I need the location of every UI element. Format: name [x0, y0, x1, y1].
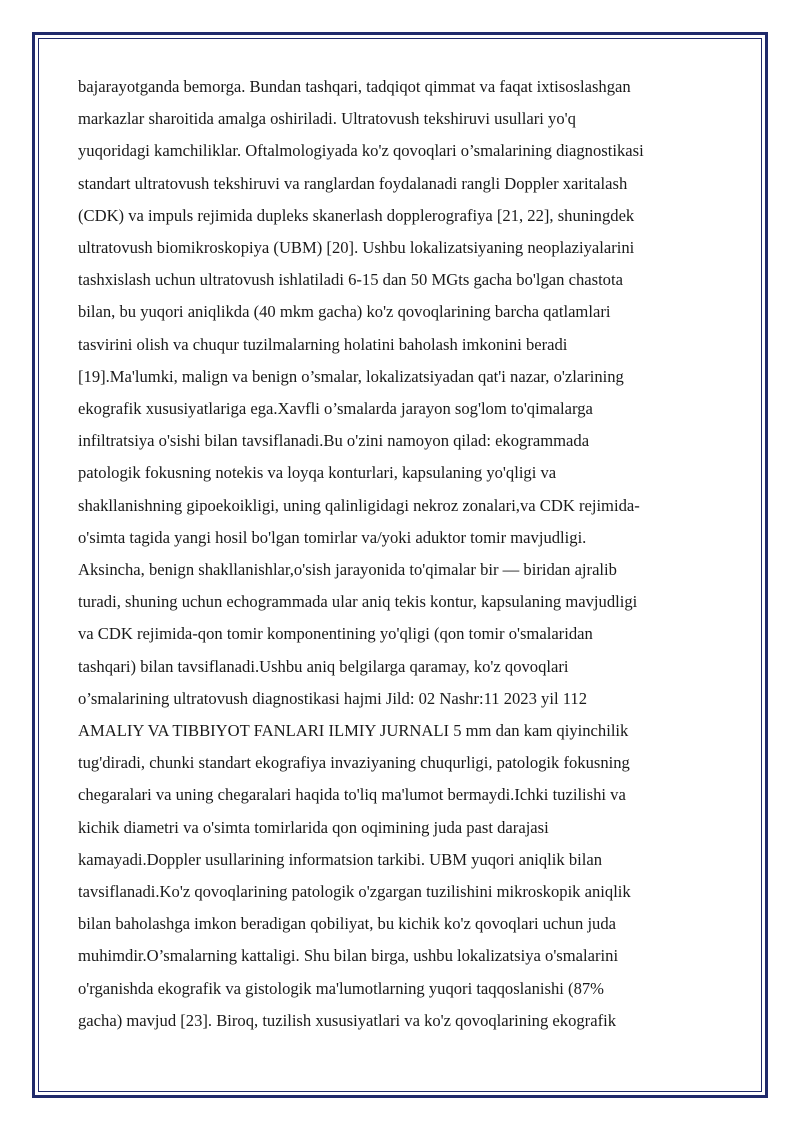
- text-line: va CDK rejimida-qon tomir komponentining yo'qligi (qon tomir o'smalaridan: [78, 624, 593, 644]
- text-line: yuqoridagi kamchiliklar. Oftalmologiyada ko'z qovoqlari o’smalarining diagnostikasi: [78, 141, 644, 161]
- text-line: markazlar sharoitida amalga oshiriladi. Ultratovush tekshiruvi usullari yo'q: [78, 109, 576, 129]
- text-line: kichik diametri va o'simta tomirlarida qon oqimining juda past darajasi: [78, 817, 549, 837]
- text-line: turadi, shuning uchun echogrammada ular aniq tekis kontur, kapsulaning mavjudligi: [78, 592, 638, 612]
- text-line: kamayadi.Doppler usullarining informatsion tarkibi. UBM yuqori aniqlik bilan: [78, 849, 602, 869]
- text-line: muhimdir.O’smalarning kattaligi. Shu bilan birga, ushbu lokalizatsiya o'smalarini: [78, 946, 619, 966]
- text-line: tug'diradi, chunki standart ekografiya invaziyaning chuqurligi, patologik fokusning: [78, 753, 630, 773]
- text-line: infiltratsiya o'sishi bilan tavsiflanadi.Bu o'zini namoyon qilad: ekogrammada: [78, 431, 590, 451]
- text-line: chegaralari va uning chegaralari haqida to'liq ma'lumot bermaydi.Ichki tuzilishi va: [78, 785, 626, 805]
- text-line: standart ultratovush tekshiruvi va ranglardan foydalanadi rangli Doppler xaritalash: [78, 173, 628, 193]
- text-line: tashqari) bilan tavsiflanadi.Ushbu aniq belgilarga qaramay, ko'z qovoqlari: [78, 656, 569, 676]
- text-line: tashxislash uchun ultratovush ishlatiladi 6-15 dan 50 MGts gacha bo'lgan chastota: [78, 270, 623, 290]
- body-text: [78, 71, 728, 1037]
- text-line: gacha) mavjud [23]. Biroq, tuzilish xususiyatlari va ko'z qovoqlarining ekografik: [78, 1010, 617, 1030]
- text-line: bilan, bu yuqori aniqlikda (40 mkm gacha) ko'z qovoqlarining barcha qatlamlari: [78, 302, 611, 322]
- text-line: bajarayotganda bemorga. Bundan tashqari, tadqiqot qimmat va faqat ixtisoslashgan: [78, 77, 631, 96]
- text-line: ultratovush biomikroskopiya (UBM) [20]. Ushbu lokalizatsiyaning neoplaziyalarini: [78, 238, 635, 258]
- text-line: o’smalarining ultratovush diagnostikasi hajmi Jild: 02 Nashr:11 2023 yil 112: [78, 688, 587, 708]
- text-line: shakllanishning gipoekoikligi, uning qalinligidagi nekroz zonalari,va CDK rejimida-: [78, 495, 640, 515]
- text-line: tavsiflanadi.Ko'z qovoqlarining patologik o'zgargan tuzilishini mikroskopik aniqlik: [78, 882, 631, 902]
- text-line: patologik fokusning notekis va loyqa konturlari, kapsulaning yo'qligi va: [78, 463, 557, 483]
- text-line: tasvirini olish va chuqur tuzilmalarning holatini baholash imkonini beradi: [78, 334, 568, 354]
- text-line: [19].Ma'lumki, malign va benign o’smalar, lokalizatsiyadan qat'i nazar, o'zlarining: [78, 366, 624, 386]
- text-line: o'rganishda ekografik va gistologik ma'lumotlarning yuqori taqqoslanishi (87%: [78, 978, 604, 998]
- text-line: (CDK) va impuls rejimida dupleks skanerlash dopplerografiya [21, 22], shuningdek: [78, 205, 635, 225]
- text-line: o'simta tagida yangi hosil bo'lgan tomirlar va/yoki aduktor tomir mavjudligi.: [78, 527, 587, 547]
- text-line: AMALIY VA TIBBIYOT FANLARI ILMIY JURNALI 5 mm dan kam qiyinchilik: [78, 721, 629, 741]
- text-line: ekografik xususiyatlariga ega.Xavfli o’smalarda jarayon sog'lom to'qimalarga: [78, 399, 593, 419]
- text-line: Aksincha, benign shakllanishlar,o'sish jarayonida to'qimalar bir — biridan ajralib: [78, 560, 617, 580]
- text-line: bilan baholashga imkon beradigan qobiliyat, bu kichik ko'z qovoqlari uchun juda: [78, 914, 617, 934]
